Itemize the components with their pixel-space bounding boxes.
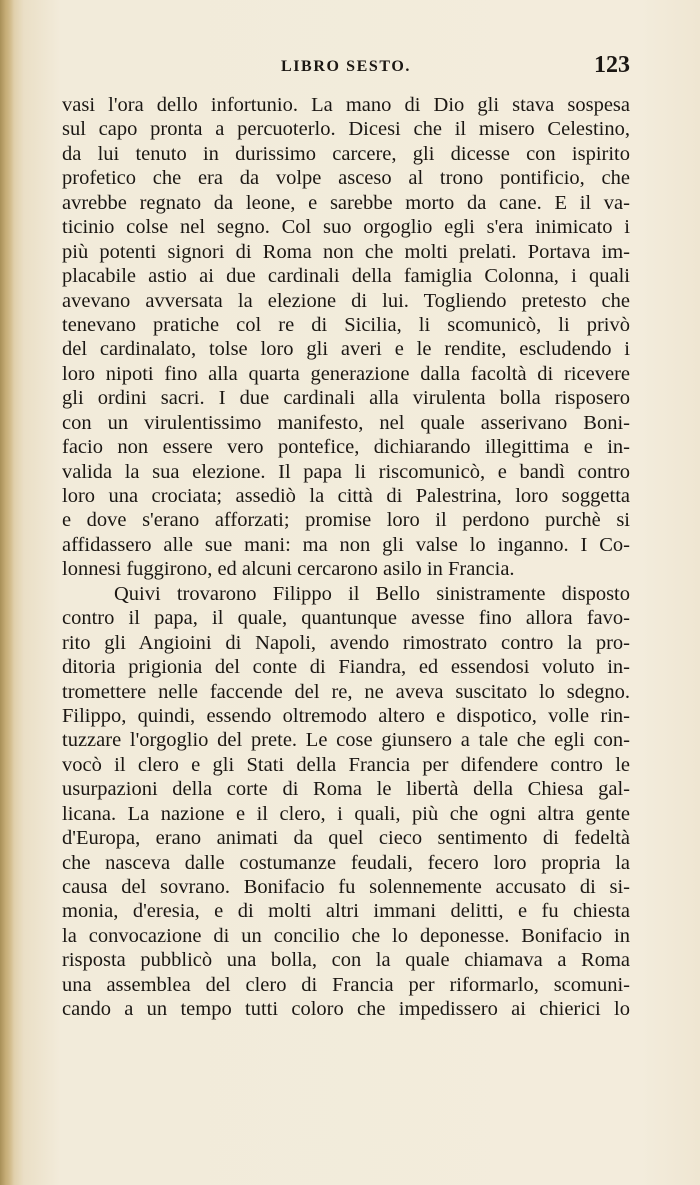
text-line: del cardinalato, tolse loro gli averi e le rendite, escludendo i	[62, 338, 630, 361]
text-line: da lui tenuto in durissimo carcere, gli dicesse con ispirito	[62, 142, 630, 165]
text-line: d'Europa, erano animati da quel cieco sentimento di fedeltà	[62, 827, 630, 850]
text-line: tenevano pratiche col re di Sicilia, li scomunicò, li privò	[62, 313, 630, 336]
paragraph	[62, 582, 630, 1022]
text-line: tuzzare l'orgoglio del prete. Le cose giunsero a tale che egli con-	[62, 729, 630, 752]
text-line: loro una crociata; assediò la città di Palestrina, loro soggetta	[62, 485, 630, 507]
text-line: licana. La nazione e il clero, i quali, più che ogni altra gente	[62, 802, 630, 825]
text-line: facio non essere vero pontefice, dichiarando illegittima e in-	[62, 436, 630, 459]
text-line: valida la sua elezione. Il papa li riscomunicò, e bandì contro	[62, 460, 630, 483]
text-line: con un virulentissimo manifesto, nel quale asserivano Boni-	[62, 411, 630, 434]
text-line: una assemblea del clero di Francia per riformarlo, scomuni-	[62, 973, 630, 996]
text-line: affidassero alle sue mani: ma non gli valse lo inganno. I Co-	[62, 533, 630, 556]
text-line: sul capo pronta a percuoterlo. Dicesi che il misero Celestino,	[62, 118, 630, 141]
text-line: che nasceva dalle costumanze feudali, fecero loro propria la	[62, 851, 630, 874]
text-line: cando a un tempo tutti coloro che impedissero ai chierici lo	[62, 998, 630, 1021]
text-line: loro nipoti fino alla quarta generazione dalla facoltà di ricevere	[62, 362, 630, 385]
text-line: lonnesi fuggirono, ed alcuni cercarono asilo in Francia.	[62, 558, 515, 581]
page-number: 123	[594, 52, 630, 78]
text-line: e dove s'erano afforzati; promise loro il perdono purchè si	[62, 509, 630, 532]
text-line: placabile astio ai due cardinali della famiglia Colonna, i quali	[62, 265, 630, 288]
text-line: monia, d'eresia, e di molti altri immani delitti, e fu chiesta	[62, 900, 630, 923]
page-header	[62, 52, 630, 82]
text-line: profetico che era da volpe asceso al trono pontificio, che	[62, 167, 630, 190]
text-line: contro il papa, il quale, quantunque avesse fino allora favo-	[62, 607, 630, 630]
text-line: gli ordini sacri. I due cardinali alla virulenta bolla risposero	[62, 387, 630, 410]
text-line: vocò il clero e gli Stati della Francia per difendere contro le	[62, 753, 630, 776]
text-line: avrebbe regnato da leone, e sarebbe morto da cane. E il va-	[62, 191, 630, 214]
text-line: risposta pubblicò una bolla, con la quale chiamava a Roma	[62, 949, 630, 972]
text-line: vasi l'ora dello infortunio. La mano di Dio gli stava sospesa	[62, 94, 630, 116]
text-line: usurpazioni della corte di Roma le libertà della Chiesa gal-	[62, 778, 630, 801]
running-head: LIBRO SESTO.	[280, 58, 412, 75]
paragraph	[62, 93, 630, 582]
text-line: Filippo, quindi, essendo oltremodo altero e dispotico, volle rin-	[62, 704, 630, 727]
text-line: ticinio colse nel segno. Col suo orgoglio egli s'era inimicato i	[62, 216, 630, 239]
text-line: avevano avversata la elezione di lui. Togliendo pretesto che	[62, 289, 630, 312]
text-line: ditoria prigionia del conte di Fiandra, ed essendosi voluto in-	[62, 656, 630, 679]
text-line: più potenti signori di Roma non che molti prelati. Portava im-	[62, 240, 630, 263]
text-line: rito gli Angioini di Napoli, avendo rimostrato contro la pro-	[62, 631, 630, 654]
text-line: Quivi trovarono Filippo il Bello sinistramente disposto	[114, 582, 630, 605]
spine-shadow	[0, 0, 14, 1185]
text-line: tromettere nelle faccende del re, ne aveva suscitato lo sdegno.	[62, 680, 630, 703]
body-text	[62, 93, 630, 1022]
text-line: la convocazione di un concilio che lo deponesse. Bonifacio in	[62, 924, 630, 947]
text-line: causa del sovrano. Bonifacio fu solennemente accusato di si-	[62, 876, 630, 898]
